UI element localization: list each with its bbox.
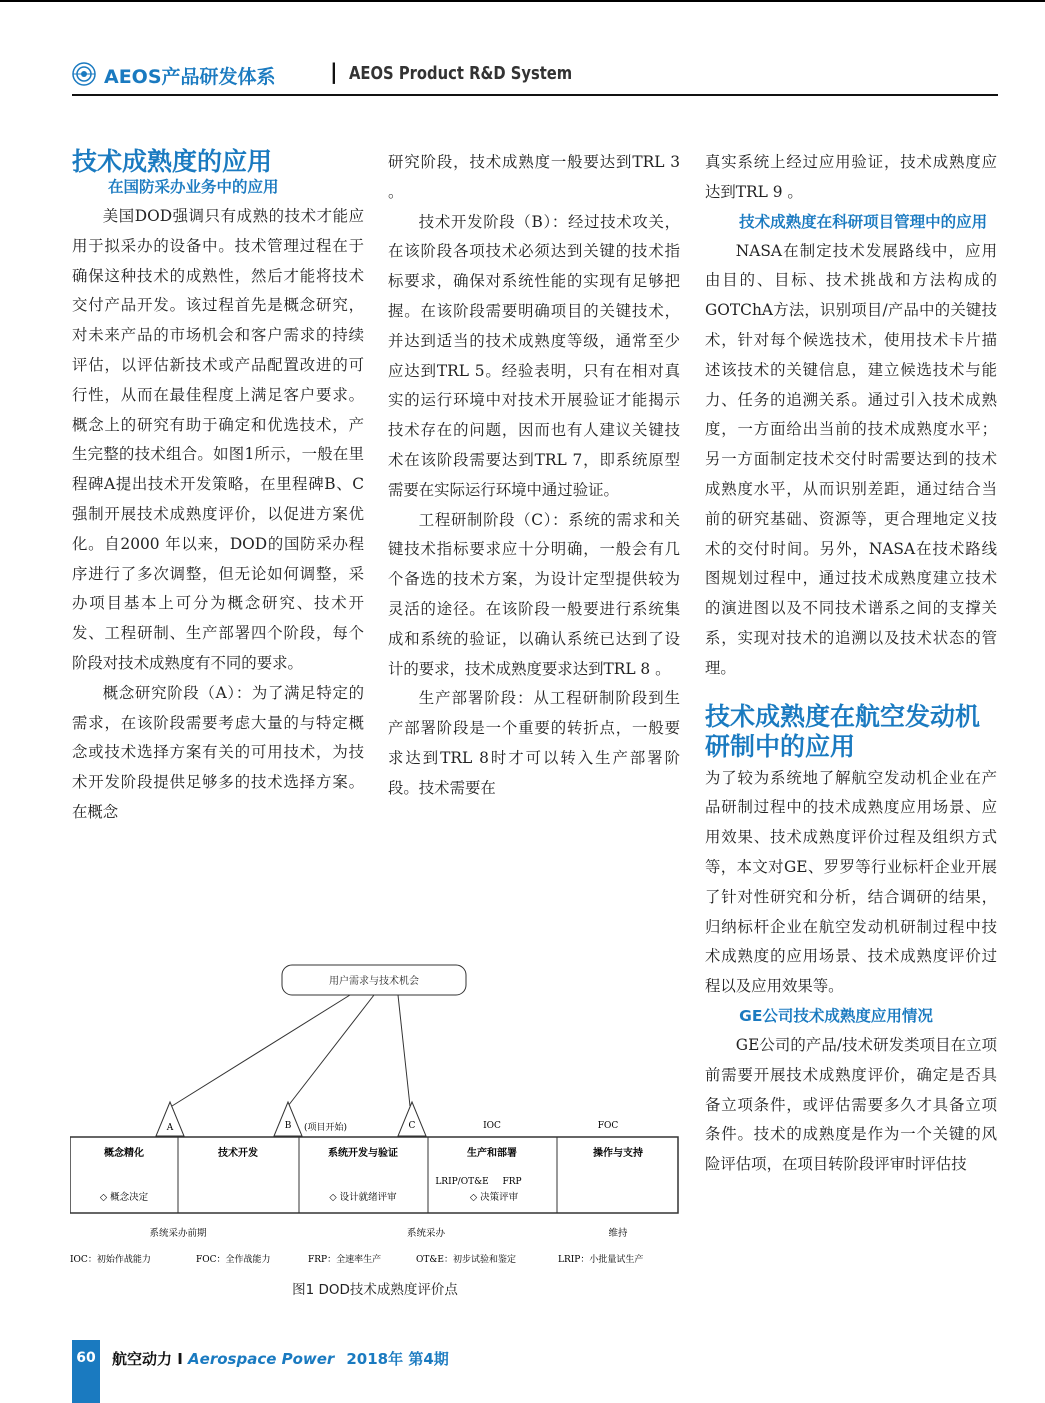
stage-label: 维持 (608, 1228, 628, 1239)
legend-item: IOC：初始作战能力 (70, 1255, 151, 1265)
subsection-heading: 技术成熟度在科研项目管理中的应用 (739, 212, 988, 231)
stage-label: 系统采办前期 (149, 1228, 207, 1239)
phase-label: 生产和部署 (467, 1148, 517, 1159)
legend-item: LRIP：小批量试生产 (558, 1255, 644, 1265)
header-section-cn: AEOS产品研发体系 (104, 66, 276, 88)
header-section-en: AEOS Product R&D System (349, 63, 573, 84)
paragraph: GE公司的产品/技术研发类项目在立项前需要开展技术成熟度评价，确定是否具备立项条件，或评估需要多久才具备立项条件。技术的成熟度是作为一个关键的风险评估项，在项目转阶段评审时评估技 (705, 1035, 997, 1174)
frp-label: FRP (502, 1177, 522, 1187)
project-start-label: (项目开始) (304, 1123, 348, 1133)
paragraph: 技术开发阶段（B）：经过技术攻关，在该阶段各项技术必须达到关键的技术指标要求，确保对系统性能的实现有足够把握。在该阶段需要明确项目的关键技术，并达到适当的技术成熟度等级，通常至少应达到TRL 5。经验表明，只有在相对真实的运行环境中对技术开展验证才能揭示技术存在的问题，因而也有人建议关键技术在该阶段需要达到TRL 7，即系统原型需要在实际运行环境中通过验证。 (388, 212, 680, 499)
phase-label: 操作与支持 (593, 1148, 643, 1159)
figure-caption: 图1 DOD技术成熟度评价点 (292, 1282, 458, 1298)
phase-label: 概念精化 (104, 1148, 144, 1159)
section-subheading: 在国防采办业务中的应用 (108, 178, 279, 196)
journal-issue: 2018年 第4期 (346, 1350, 449, 1368)
top-box-label: 用户需求与技术机会 (329, 976, 419, 987)
paragraph: 研究阶段，技术成熟度一般要达到TRL 3 。 (388, 153, 680, 201)
legend-item: FOC：全作战能力 (196, 1255, 271, 1265)
milestone-a-label: A (166, 1123, 174, 1133)
header-separator: | (330, 60, 338, 84)
running-footer (72, 1340, 672, 1403)
section-heading: 技术成熟度的应用 (72, 147, 273, 176)
legend-item: OT&E：初步试验和鉴定 (416, 1255, 516, 1265)
ioc-label: IOC (483, 1121, 501, 1131)
journal-name-en: Aerospace Power (188, 1350, 335, 1368)
running-header (72, 58, 998, 96)
page-number: 60 (72, 1340, 100, 1403)
journal-name-cn: 航空动力 (112, 1350, 173, 1368)
aeos-logo-icon (72, 62, 96, 86)
journal-sep: I (172, 1350, 189, 1368)
top-rule (0, 0, 1045, 2)
subsection-heading: GE公司技术成熟度应用情况 (739, 1006, 933, 1025)
paragraph: NASA在制定技术发展路线中，应用由目的、目标、技术挑战和方法构成的GOTChA方法，识别项目/产品中的关键技术，针对每个候选技术，使用技术卡片描述该技术的关键信息，建立候选技术与能力、任务的追溯关系。通过引入技术成熟度，一方面给出当前的技术成熟度水平；另一方面制定技术交付时需要达到的技术成熟度水平，从而识别差距，通过结合当前的研究基础、资源等，更合理地定义技术的交付时间。另外，NASA在技术路线图规划过程中，通过技术成熟度建立技术的演进图以及不同技术谱系之间的支撑关系，实现对技术的追溯以及技术状态的管理。 (705, 241, 997, 677)
decision-review: ◇ 决策评审 (469, 1192, 519, 1203)
journal-info (112, 1348, 449, 1369)
foc-label: FOC (597, 1121, 619, 1131)
paragraph: 真实系统上经过应用验证，技术成熟度应达到TRL 9 。 (705, 153, 997, 201)
paragraph: 美国DOD强调只有成熟的技术才能应用于拟采办的设备中。技术管理过程在于确保这种技术的成熟性，然后才能将技术交付产品开发。该过程首先是概念研究，对未来产品的市场机会和客户需求的持续评估，以评估新技术或产品配置改进的可行性，从而在最佳程度上满足客户要求。概念上的研究有助于确定和优选技术，产生完整的技术组合。如图1所示，一般在里程碑A提出技术开发策略，在里程碑B、C强制开展技术成熟度评价，以促进方案优化。自2000 年以来，DOD的国防采办程序进行了多次调整，但无论如何调整，采办项目基本上可分为概念研究、技术开发、工程研制、生产部署四个阶段，每个阶段对技术成熟度有不同的要求。 (72, 207, 364, 672)
column-1 (72, 148, 364, 828)
milestone-c-label: C (408, 1121, 416, 1131)
column-3 (705, 148, 997, 1180)
lrip-label: LRIP/OT&E (435, 1177, 489, 1187)
dod-trl-diagram (70, 960, 680, 1270)
concept-decision: ◇ 概念决定 (99, 1192, 149, 1203)
legend-item: FRP：全速率生产 (308, 1255, 382, 1265)
paragraph: 为了较为系统地了解航空发动机企业在产品研制过程中的技术成熟度应用场景、应用效果、技术成熟度评价过程及组织方式等，本文对GE、罗罗等行业标杆企业开展了针对性研究和分析，结合调研的结果，归纳标杆企业在航空发动机研制过程中技术成熟度的应用场景、技术成熟度评价过程以及应用效果等。 (705, 768, 997, 996)
paragraph: 生产部署阶段：从工程研制阶段到生产部署阶段是一个重要的转折点，一般要求达到TRL 8时才可以转入生产部署阶段。技术需要在 (388, 689, 680, 797)
paragraph: 概念研究阶段（A）：为了满足特定的需求，在该阶段需要考虑大量的与特定概念或技术选择方案有关的可用技术，为技术开发阶段提供足够多的技术选择方案。在概念 (72, 683, 364, 821)
section-heading: 技术成熟度在航空发动机研制中的应用 (705, 701, 981, 761)
phase-label: 技术开发 (218, 1148, 258, 1159)
paragraph: 工程研制阶段（C）：系统的需求和关键技术指标要求应十分明确，一般会有几个备选的技术方案，为设计定型提供较为灵活的途径。在该阶段一般要进行系统集成和系统的验证，以确认系统已达到了设计的要求，技术成熟度要求达到TRL 8 。 (388, 510, 680, 678)
milestone-b-label: B (284, 1121, 292, 1131)
column-2 (388, 148, 680, 804)
stage-label: 系统采办 (406, 1228, 446, 1239)
phase-label: 系统开发与验证 (328, 1148, 398, 1159)
design-review: ◇ 设计就绪评审 (329, 1192, 397, 1203)
